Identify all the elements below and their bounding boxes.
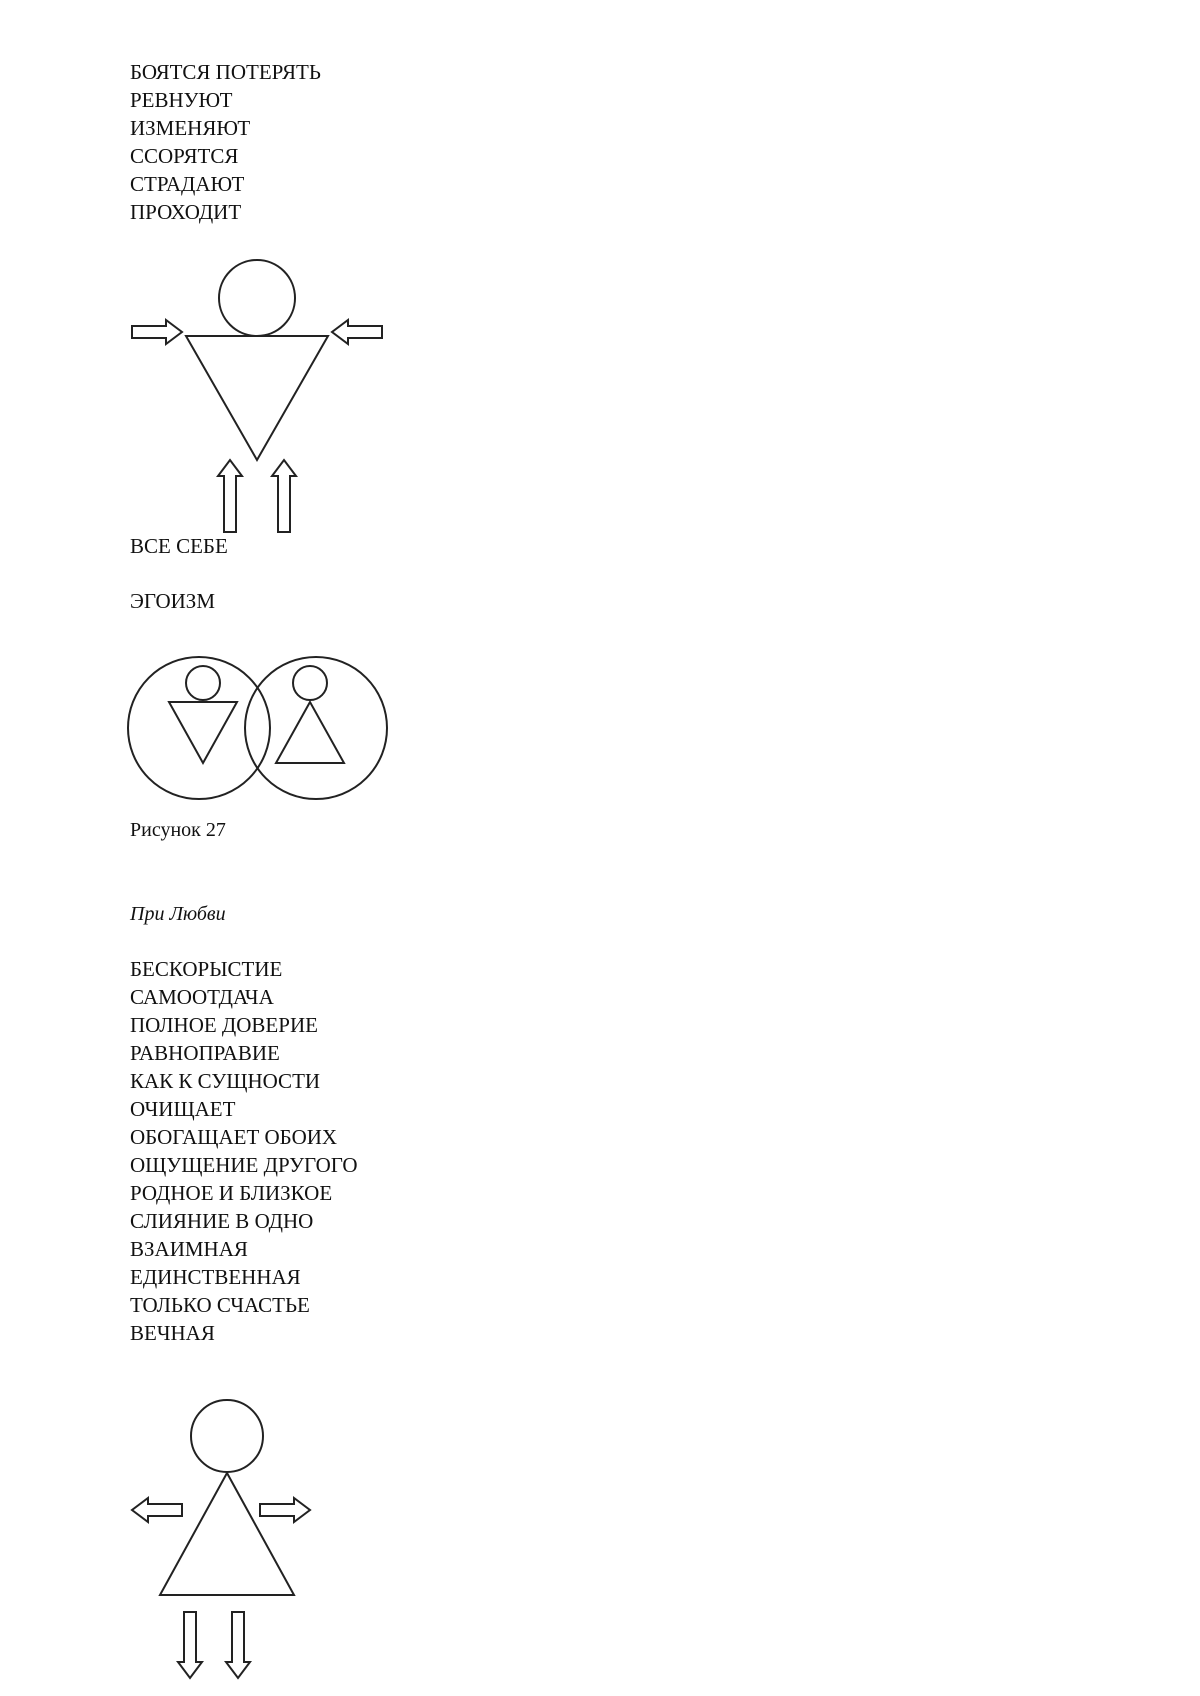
love-list-item: БЕСКОРЫСТИЕ bbox=[130, 957, 283, 981]
jealousy-list bbox=[130, 58, 321, 226]
left-enclosing-circle bbox=[128, 657, 270, 799]
label-all-to-self: ВСЕ СЕБЕ bbox=[130, 534, 228, 558]
arrow-right-outward-icon bbox=[260, 1498, 310, 1522]
jealousy-list-item: ИЗМЕНЯЮТ bbox=[130, 116, 251, 140]
love-list-item: ВЗАИМНАЯ bbox=[130, 1237, 248, 1261]
love-list-item: ОЧИЩАЕТ bbox=[130, 1097, 236, 1121]
love-body-triangle bbox=[160, 1473, 294, 1595]
arrow-right-inward-icon bbox=[132, 320, 182, 344]
arrow-up-inward-icon bbox=[272, 460, 296, 532]
jealousy-list-item: БОЯТСЯ ПОТЕРЯТЬ bbox=[130, 60, 321, 84]
union-figure-drawing bbox=[125, 648, 395, 808]
right-figure-head-circle bbox=[293, 666, 327, 700]
love-list-item: СЛИЯНИЕ В ОДНО bbox=[130, 1209, 314, 1233]
jealousy-list-item: ПРОХОДИТ bbox=[130, 200, 242, 224]
egoist-body-inverted-triangle bbox=[186, 336, 328, 460]
arrow-left-outward-icon bbox=[132, 1498, 182, 1522]
love-list-item: РОДНОЕ И БЛИЗКОЕ bbox=[130, 1181, 333, 1205]
love-list-item: ОЩУЩЕНИЕ ДРУГОГО bbox=[130, 1153, 358, 1177]
love-list-item: КАК К СУЩНОСТИ bbox=[130, 1069, 321, 1093]
label-egoism: ЭГОИЗМ bbox=[130, 589, 216, 613]
right-enclosing-circle bbox=[245, 657, 387, 799]
love-figure-drawing bbox=[120, 1390, 350, 1680]
love-head-circle bbox=[191, 1400, 263, 1472]
love-list-item: ЕДИНСТВЕННАЯ bbox=[130, 1265, 301, 1289]
jealousy-list-item: ССОРЯТСЯ bbox=[130, 144, 239, 168]
jealousy-list-item: РЕВНУЮТ bbox=[130, 88, 233, 112]
arrow-left-inward-icon bbox=[332, 320, 382, 344]
jealousy-list-item: СТРАДАЮТ bbox=[130, 172, 245, 196]
egoist-head-circle bbox=[219, 260, 295, 336]
figure-caption: Рисунок 27 bbox=[130, 819, 226, 841]
arrow-up-inward-icon bbox=[218, 460, 242, 532]
love-list-item: ОБОГАЩАЕТ ОБОИХ bbox=[130, 1125, 338, 1149]
right-figure-upright-triangle bbox=[276, 702, 344, 763]
arrow-down-outward-icon bbox=[178, 1612, 202, 1678]
arrow-down-outward-icon bbox=[226, 1612, 250, 1678]
love-list-item: САМООТДАЧА bbox=[130, 985, 274, 1009]
love-list-item: РАВНОПРАВИЕ bbox=[130, 1041, 280, 1065]
love-list-item: ВЕЧНАЯ bbox=[130, 1321, 215, 1345]
egoist-figure-drawing bbox=[120, 250, 400, 540]
love-list bbox=[130, 955, 358, 1347]
left-figure-inverted-triangle bbox=[169, 702, 237, 763]
love-list-item: ТОЛЬКО СЧАСТЬЕ bbox=[130, 1293, 310, 1317]
love-list-item: ПОЛНОЕ ДОВЕРИЕ bbox=[130, 1013, 318, 1037]
left-figure-head-circle bbox=[186, 666, 220, 700]
love-section-heading: При Любви bbox=[130, 903, 226, 925]
